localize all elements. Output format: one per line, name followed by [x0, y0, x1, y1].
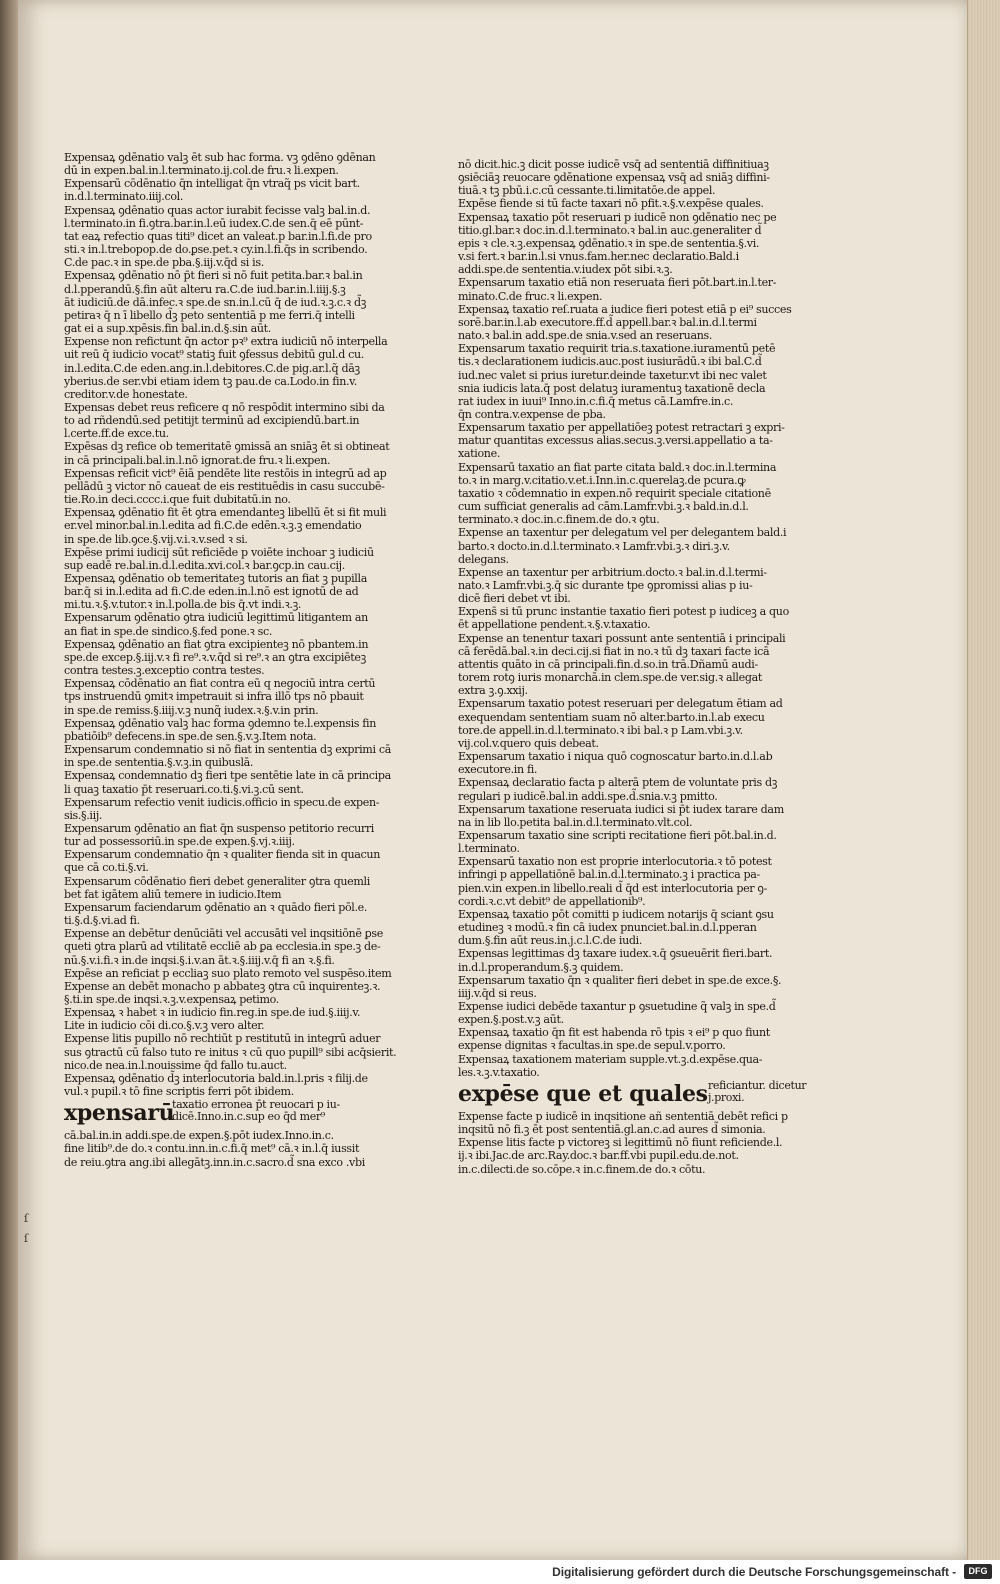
text-line: pbatiōib⁹ defecens.in spe.de sen.§.v.ꝫ.Item nota.: [64, 729, 317, 743]
text-line: sorē.bar.in.l.ab executore.ff.d̃ appell.bar.ꝛ bal.in.d.l.termi: [458, 315, 757, 329]
text-line: C.de pac.ꝛ in spe.de pba.§.iij.v.q̄d si is.: [64, 256, 264, 270]
text-line: Expensarū taxatio non est proprie interlocutoria.ꝛ tō potest: [458, 855, 772, 869]
text-line: sus ꝯtractū cū falso tuto re initus ꝛ cū quo pupill⁹ sibi acq̄sierit.: [64, 1045, 397, 1059]
text-line: iud.nec valet si prius iuretur.deinde taxetur.vt ibi nec valet: [458, 368, 767, 382]
text-line: cā.bal.in.in addi.spe.de expen.§.pōt iudex.Inno.in.c.: [64, 1129, 334, 1143]
margin-mark: ſ: [24, 1232, 29, 1245]
text-line: Expensaꝝ ꝯdēnatio quas actor iurabit fecisse valꝫ bal.in.d.: [64, 203, 371, 217]
text-line: Expense litis pupillo nō rechtiūt p restitutū in integrū aduer: [64, 1032, 381, 1046]
margin-mark: ſ: [24, 1212, 29, 1225]
text-line: tie.Ro.in deci.cccc.i.que fuit dubitatū.in no.: [64, 493, 291, 507]
text-line: Expensarum taxatio q̄n ꝛ qualiter fieri debet in spe.de exce.§.: [458, 973, 782, 987]
left-text-column: [64, 151, 397, 1169]
text-line: Expēse fiende si tū facte taxari nō pfit.ꝛ.§.v.expēse quales.: [458, 197, 764, 211]
text-line: Expensarum condemnatio q̄n ꝛ qualiter fienda sit in quacun: [64, 848, 380, 862]
text-line: nico.de nea.in.l.nouissime q̄d fallo tu.auct.: [64, 1058, 287, 1072]
text-line: l.terminato.: [458, 842, 520, 856]
text-line: xatione.: [458, 447, 500, 461]
right-text-column: [458, 158, 807, 1176]
text-line: tis.ꝛ declarationem iudicis.auc.post iusiurādū.ꝛ ibi bal.C.d̃: [458, 355, 762, 369]
text-line: cum sufficiat generalis ad cām.Lamfr.vbi.ꝫ.ꝛ bald.in.d.l.: [458, 500, 749, 514]
text-line: in.c.dilecti.de so.cōpe.ꝛ in.c.finem.de do.ꝛ cōtu.: [458, 1162, 706, 1176]
text-line: regulari p iudicē.bal.in addi.spe.d̃.snia.v.ꝫ pmitto.: [458, 789, 718, 803]
text-line: Expensas debet reus reficere q nō respōdit intermino sibi da: [64, 400, 385, 414]
text-line: Expensarum refectio venit iudicis.officio in specu.de expen-: [64, 795, 380, 809]
text-line: snia iudicis lata.q̄ post delatuꝫ iuramentuꝫ taxationē decla: [458, 381, 766, 395]
text-line: de reiu.ꝯtra ang.ibi allegātꝫ.inn.in.c.sacro.d̃ sna exco .vbi: [64, 1155, 365, 1169]
text-line: tur ad possessoriū.in spe.de expen.§.vj.ꝛ.iiij.: [64, 835, 295, 849]
dfg-logo: DFG: [964, 1564, 992, 1579]
text-line: extra ꝫ.ꝯ.xxij.: [458, 684, 528, 698]
text-line: torem rotꝯ iuris monarchā.in clem.spe.de ver.sig.ꝛ allegat: [458, 671, 762, 685]
heading-side-text: reficiantur. dicetur: [708, 1078, 807, 1092]
text-line: na in lib llo.petita bal.in.d.l.terminato.vlt.col.: [458, 815, 693, 829]
text-line: Expensaꝝ taxationem materiam supple.vt.ꝫ.d.expēse.qua-: [458, 1052, 763, 1066]
text-line: taxatio ꝛ cōdemnatio in expen.nō requirit speciale citationē: [458, 486, 771, 500]
text-line: §.ti.in spe.de inqsi.ꝛ.ꝫ.v.expensaꝝ petimo.: [64, 993, 279, 1006]
text-line: gat ei a sup.xpēsis.fin bal.in.d.§.sin aūt.: [64, 322, 271, 336]
text-line: āt iudiciū.de dā.infec.ꝛ spe.de sn.in.l.cū q̄ de iud.ꝛ.ꝫ.c.ꝛ d̃ꝫ: [64, 295, 367, 309]
text-line: er.vel minor.bal.in.l.edita ad fi.C.de edēn.ꝛ.ꝫ.ꝫ emendatio: [64, 519, 362, 533]
text-line: que cā co.ti.§.vi.: [64, 861, 149, 875]
text-line: Expensarum cōdēnatio fieri debet generaliter ꝯtra quemli: [64, 874, 370, 888]
text-line: Expensarum taxatio per appellatiōeꝫ potest retractari ꝫ expri-: [458, 421, 785, 435]
text-line: epis ꝛ cle.ꝛ.ꝫ.expensaꝝ ꝯdēnatio.ꝛ in spe.de sententia.§.vi.: [458, 236, 760, 250]
text-line: expen.§.post.v.ꝫ aūt.: [458, 1013, 564, 1027]
text-line: vul.ꝛ pupil.ꝛ tō fine scriptis ferri pōt ibidem.: [64, 1085, 294, 1099]
text-line: contra testes.ꝫ.exceptio contra testes.: [64, 664, 265, 678]
text-line: yberius.de ser.vbi etiam idem tꝫ pau.de ca.Lodo.in fin.v.: [64, 374, 357, 388]
text-line: sis.§.iij.: [64, 808, 103, 822]
text-line: Expensaꝝ taxatio reſ.ruata a iudice fieri potest etiā p ei⁹ succes: [458, 302, 792, 316]
text-line: dū in expen.bal.in.l.terminato.ij.col.de fru.ꝛ li.expen.: [64, 164, 339, 178]
text-line: tps instruendū ꝯmitꝛ impetrauit si infra illō tps nō pbauit: [64, 690, 364, 704]
text-line: Expensaꝝ declaratio facta p alterā ptem de voluntate pris dꝫ: [458, 776, 778, 790]
text-line: to.ꝛ in marg.v.citatio.v.et.i.Inn.in.c.querelaꝫ.de pcura.ꝙ: [458, 473, 746, 487]
text-line: dicē fieri debet vt ibi.: [458, 592, 571, 606]
text-line: Expense an debētur denūciāti vel accusāti vel inqsitiōnē ꝑse: [64, 927, 383, 941]
text-line: inqsitū nō fi.ꝫ ēt post sententiā.gl.an.c.ad aures d̃ simonia.: [458, 1123, 766, 1137]
text-line: tiuā.ꝛ tꝫ pbū.i.c.cū cessante.ti.limitatōe.de appel.: [458, 184, 716, 198]
text-line: l.certe.ff.de exce.tu.: [64, 427, 169, 441]
text-line: minato.C.de fruc.ꝛ li.expen.: [458, 289, 603, 303]
text-line: Expensarum taxatio i niqua quō cognoscatur barto.in.d.l.ab: [458, 750, 773, 764]
text-line: Expensarum condemnatio si nō fiat in sententia dꝫ exprimi cā: [64, 743, 391, 757]
text-line: pellādū ꝫ victor nō caueat de eis restituēdis in casu succubē-: [64, 479, 385, 493]
text-line: Expensarū taxatio an fiat parte citata bald.ꝛ doc.in.l.termina: [458, 460, 777, 474]
text-line: Expensaꝝ ꝯdēnatio nō p̄t fieri si nō fuit petita.bar.ꝛ bal.in: [64, 269, 363, 283]
text-line: vij.col.v.quero quis debeat.: [458, 736, 599, 750]
book-gutter: [0, 0, 18, 1584]
text-line: Expens̄ si tū prunc instantie taxatio fieri potest p iudiceꝫ a quo: [458, 605, 789, 619]
footer-credit-text: Digitalisierung gefördert durch die Deutsche Forschungsgemeinschaft -: [552, 1565, 956, 1579]
text-line: Expensarum taxatio potest reseruari per delegatum ētiam ad: [458, 697, 783, 711]
text-line: tat eaꝝ refectio quas titi⁹ dicet an valeat.p bar.in.l.fi.de pro: [64, 229, 372, 243]
text-line: bet fat igātem aliū temere in iudicio.Item: [64, 887, 282, 901]
text-line: rat iudex in iuui⁹ Inno.in.c.fi.q̄ metus cā.Lamfre.in.c.: [458, 394, 734, 408]
text-line: Expensaꝝ ꝯdēnatio d̃ꝫ interlocutoria bald.in.l.pris ꝛ filij.de: [64, 1071, 368, 1085]
text-line: to ad rñdendū.sed petitijt terminū ad excipiendū.bart.in: [64, 414, 360, 428]
text-line: creditor.v.de honestate.: [64, 387, 188, 401]
text-line: attentis quāto in cā principali.fin.d.so.in trā.Dñamū audi-: [458, 657, 758, 671]
text-line: li quaꝫ taxatio p̄t reseruari.co.ti.§.vi.ꝫ.cū sent.: [64, 782, 304, 796]
text-line: nō dicit.hic.ꝫ dicit posse iudicē vsq̄ ad sententiā diffinitiuaꝫ: [458, 158, 769, 171]
text-line: petiraꝛ q̄ n ī libello d̃ꝫ peto sententiā p me ferri.q̄ intelli: [64, 308, 355, 322]
text-line: Expēsas dꝫ refice ob temeritatē ꝯmissā an sniāꝫ ēt si obtineat: [64, 440, 390, 454]
heading-side-text: taxatio erronea p̄t reuocari p iu-: [172, 1098, 340, 1112]
text-line: Expense an taxentur per arbitrium.docto.ꝛ bal.in.d.l.termi-: [458, 565, 767, 579]
text-line: titio.gl.bar.ꝛ doc.in.d.l.terminato.ꝛ bal.in auc.generaliter d̃: [458, 223, 762, 237]
text-line: fine litib⁹.de do.ꝛ contu.inn.in.c.fi.q̄ met⁹ cā.ꝛ in.l.q̄ iussit: [64, 1142, 360, 1156]
text-line: Expensaꝝ taxatio pōt comitti p iudicem notarijs q̄ sciant ꝯsu: [458, 907, 774, 921]
text-line: expense dignitas ꝛ facultas.in spe.de sepul.v.porro.: [458, 1039, 726, 1053]
text-line: Expēse primi iudicij sūt reficiēde p voiēte inchoar ꝫ iudiciū: [64, 545, 374, 559]
text-line: Expense non refictunt q̄n actor pꝛ⁹ extra iudiciū nō interpella: [64, 335, 388, 349]
text-line: nū.§.v.i.fi.ꝛ in.de inqsi.§.i.v.an āt.ꝛ.§.iiij.v.q̄ fi an ꝛ.§.fi.: [64, 953, 335, 967]
text-line: addi.spe.de sententia.v.iudex pōt sibi.ꝛ.ꝫ.: [458, 263, 673, 277]
text-line: Expensaꝝ ꝯdēnatio valꝫ hac forma ꝯdemno te.l.expensis fin: [64, 716, 377, 730]
text-line: Expensaꝝ ꝯdēnatio valꝫ ēt sub hac forma. vꝫ ꝯdēno ꝯdēnan: [64, 151, 376, 164]
section-heading: [64, 1098, 384, 1129]
text-line: Expensaꝝ condemnatio dꝫ fieri tpe sentētie late in cā principa: [64, 769, 391, 783]
text-line: iiij.v.q̄d si reus.: [458, 986, 537, 1000]
text-line: dum.§.fin aūt reus.in.j.c.l.C.de iudi.: [458, 934, 643, 948]
text-line: in spe.de remiss.§.iiij.v.ꝫ nunq̃ iudex.ꝛ.§.v.in prin.: [64, 703, 319, 717]
text-line: queti ꝯtra plarū ad vtilitatē eccliē ab ꝑa ecclesia.in spe.ꝫ de-: [64, 940, 381, 954]
text-line: Expense an tenentur taxari possunt ante sententiā i principali: [458, 631, 786, 645]
text-line: mi.tu.ꝛ.§.v.tutor.ꝛ in.l.polla.de bis q̄.vt indi.ꝛ.ꝫ.: [64, 598, 302, 612]
text-line: q̄n contra.v.expense de pba.: [458, 407, 606, 421]
text-line: Expensaꝝ taxatio pōt reseruari p iudicē non ꝯdēnatio nec pe: [458, 210, 777, 224]
text-line: Expense iudici debēde taxantur p ꝯsuetudine q̃ valꝫ in spe.d̃: [458, 1000, 776, 1013]
text-line: Expense an taxentur per delegatum vel per delegantem bald.i: [458, 526, 787, 540]
text-line: Expense litis facte p victoreꝫ si legittimū nō fiunt reficiende.l.: [458, 1136, 783, 1150]
text-line: Expēse an reficiat p eccliaꝫ suo plato remoto vel suspēso.item: [64, 966, 392, 980]
text-line: Expensaꝝ ꝯdēnatio an fiat ꝯtra excipienteꝫ nō pbantem.in: [64, 637, 369, 651]
heading-title: expēse que et quales: [458, 1080, 708, 1107]
text-line: les.ꝛ.ꝫ.v.taxatio.: [458, 1065, 540, 1079]
text-line: Expensarū cōdēnatio q̄n intelligat q̄n vtraq̃ ps vicit bart.: [64, 177, 360, 191]
text-line: spe.de excep.§.iij.v.ꝛ fi re⁹.ꝛ.v.q̄d si re⁹.ꝛ an ꝯtra excipiēteꝫ: [64, 650, 366, 664]
text-line: Expensarum taxatione reseruata iudici si p̄t iudex tarare dam: [458, 802, 784, 816]
text-line: exequendam sententiam suam nō alter.barto.in.l.ab execu: [458, 710, 765, 724]
text-line: l.terminato.in fi.ꝯtra.bar.in.l.eū iudex.C.de sen.q̄ eē pūnt-: [64, 216, 364, 230]
text-line: terminato.ꝛ doc.in.c.finem.de do.ꝛ ꝯtu.: [458, 513, 660, 527]
text-line: ti.§.d.§.vi.ad fi.: [64, 914, 140, 928]
text-line: nato.ꝛ bal.in add.spe.de snia.v.sed an reseruans.: [458, 329, 713, 343]
text-line: Expensarum taxatio sine scripti recitatione fieri pōt.bal.in.d.: [458, 828, 777, 842]
digitization-footer: [0, 1560, 1000, 1584]
text-line: Expensaꝝ taxatio q̄n fit est habenda rō tpis ꝛ ei⁹ p quo fiunt: [458, 1026, 770, 1040]
text-line: delegans.: [458, 552, 509, 566]
text-line: d.l.pperandū.§.fin aūt alteru ra.C.de iud.bar.in.l.iiij.§.ꝫ: [64, 282, 346, 296]
text-line: v.si fert.ꝛ bar.in.l.si vnus.fam.her.nec declaratio.Bald.i: [458, 250, 739, 264]
text-line: Expensarum taxatio requirit tria.s.taxatione.iuramentū petē: [458, 342, 776, 356]
text-line: Expensarum taxatio etiā non reseruata fieri pōt.bart.in.l.ter-: [458, 276, 777, 290]
text-line: sti.ꝛ in.l.trebopop.de do.ꝑse.pet.ꝛ cy.in.l.fi.q̄s in scribendo.: [64, 243, 368, 257]
text-line: tore.de appell.in.d.l.terminato.ꝛ ibi bal.ꝛ p Lam.vbi.ꝫ.v.: [458, 723, 743, 737]
text-line: sup eadē re.bal.in.d.l.edita.xvi.col.ꝛ bar.ꝯcp.in cau.cij.: [64, 558, 345, 572]
text-line: in cā principali.bal.in.l.nō ignorat.de fru.ꝛ li.expen.: [64, 453, 331, 467]
text-line: Expensarum ꝯdēnatio ꝯtra iudiciū legittimū litigantem an: [64, 611, 368, 625]
text-line: Expensaꝝ cōdēnatio an fiat contra eū q negociū intra certū: [64, 677, 376, 691]
text-line: nato.ꝛ Lamfr.vbi.ꝫ.q̄ sic durante tpe ꝯpromissi alias p iu-: [458, 579, 753, 592]
text-line: in.l.edita.C.de eden.ang.in.l.debitores.C.de pig.ar.l.q̃ dāꝫ: [64, 361, 360, 375]
heading-side-text: j.proxi.: [708, 1090, 745, 1104]
text-line: barto.ꝛ docto.in.d.l.terminato.ꝛ Lamfr.vbi.ꝫ.ꝛ diri.ꝫ.v.: [458, 539, 730, 553]
text-line: in.d.l.properandum.§.ꝫ quidem.: [458, 960, 624, 974]
text-line: Expensarum faciendarum ꝯdēnatio an ꝛ quādo fieri pōl.e.: [64, 900, 368, 914]
text-line: Expensaꝝ ꝛ habet ꝛ in iudicio fin.reg.in spe.de iud.§.iiij.v.: [64, 1006, 361, 1020]
text-line: Expense an debēt monacho p abbateꝫ ꝯtra cū inquirenteꝫ.ꝛ.: [64, 979, 381, 993]
text-line: ij.ꝛ ibi.Jac.de arc.Ray.doc.ꝛ bar.ff.vbi pupil.edu.de.not.: [458, 1149, 739, 1163]
text-line: ꝯsiēciāꝫ reuocare ꝯdēnatione expensaꝝ vsq̄ ad sniāꝫ diffini-: [458, 171, 770, 185]
text-line: Expensas reficit vict⁹ ēiā pendēte lite restōis in integrū ad ap: [64, 466, 387, 480]
text-line: Expensas legittimas dꝫ taxare iudex.ꝛ.q̄ ꝯsueuērit fieri.bart.: [458, 947, 773, 961]
heading-title: xpensarū: [64, 1100, 175, 1127]
text-line: an fiat in spe.de sindico.§.fed pone.ꝛ sc.: [64, 624, 273, 638]
section-heading: [458, 1078, 807, 1110]
text-line: in.d.l.terminato.iiij.col.: [64, 190, 184, 204]
text-line: etudineꝫ ꝛ modū.ꝛ fin cā iudex pnunciet.bal.in.d.l.pperan: [458, 921, 757, 935]
text-line: in spe.de sententia.§.v.ꝫ.in quibuslā.: [64, 756, 254, 770]
text-line: Expensarum ꝯdēnatio an fiat q̄n suspenso petitorio recurri: [64, 821, 374, 835]
text-line: Lite in iudicio cōi di.co.§.v.ꝫ vero alter.: [64, 1019, 265, 1033]
text-line: executore.in fi.: [458, 763, 538, 777]
text-line: matur quantitas excessus alias.secus.ꝫ.versi.appellatio a ta-: [458, 434, 773, 448]
text-line: uit reū q̄ iudicio vocat⁹ statiꝫ fuit ꝯfessus debitū gul.d cu.: [64, 348, 364, 362]
text-line: in spe.de lib.ꝯce.§.vij.v.i.ꝛ.v.sed ꝛ si.: [64, 532, 248, 546]
text-line: pien.v.in expen.in libello.reali d̃ q̄d est interlocutoria per ꝯ-: [458, 881, 767, 895]
text-line: infringi p appellatiōnē bal.in.d.l.terminato.ꝫ i practica pa-: [458, 868, 760, 882]
text-line: cā ferēdā.bal.ꝛ.in deci.cij.si fiat in no.ꝛ tū dꝫ taxari facte icā: [458, 644, 770, 658]
heading-side-text: dicē.Inno.in.c.sup eo q̄d mer⁹: [172, 1110, 325, 1124]
text-line: Expensaꝝ ꝯdēnatio ob temeritateꝫ tutoris an fiat ꝫ pupilla: [64, 572, 367, 585]
text-line: Expense facte p iudicē in inqsitione añ sententiā debēt refici p: [458, 1109, 788, 1123]
text-line: cordi.ꝛ.c.vt debit⁹ de appellationib⁹.: [458, 894, 646, 908]
text-line: Expensaꝝ ꝯdēnatio fit ēt ꝯtra emendanteꝫ libellū ēt si fit muli: [64, 506, 387, 520]
text-line: bar.q̄ si in.l.edita ad fi.C.de eden.in.l.nō est ignotū de ad: [64, 585, 359, 599]
text-line: ēt appellatione pendent.ꝛ.§.v.taxatio.: [458, 618, 651, 632]
page-fore-edge: [967, 0, 1000, 1560]
